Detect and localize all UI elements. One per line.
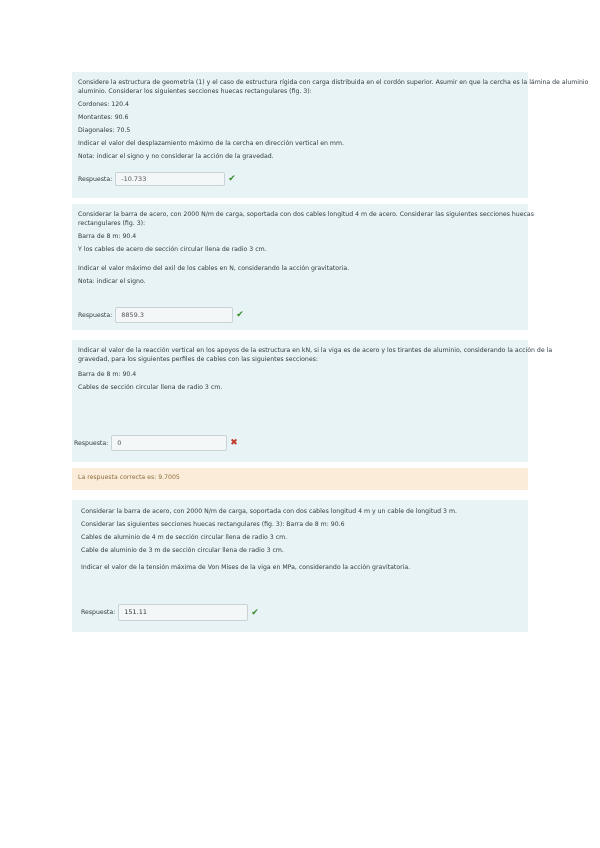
answer-input[interactable]: 151.11	[118, 604, 248, 621]
question-text: Cordones: 120.4	[78, 101, 129, 108]
question-3	[72, 340, 553, 462]
question-text: Considerar la barra de acero, con 2000 N/m de carga, soportada con dos cables longitud 4 m de acero. Considerar las siguientes secciones huecas	[78, 211, 534, 218]
question-text: Barra de 8 m: 90.4	[78, 233, 137, 240]
answer-input[interactable]: 8859.3	[115, 307, 233, 323]
answer-row	[81, 604, 259, 621]
answer-row	[78, 307, 244, 323]
cross-icon: ✖	[230, 438, 238, 448]
answer-label: Respuesta:	[74, 439, 109, 447]
question-text: Cable de aluminio de 3 m de sección circular llena de radio 3 cm.	[81, 547, 284, 554]
question-text: Nota: indicar el signo.	[78, 278, 146, 285]
question-text: Considerar la barra de acero, con 2000 N/m de carga, soportada con dos cables longitud 4 m y un cable de longitud 3 m.	[81, 508, 457, 515]
question-2	[72, 204, 534, 330]
answer-row	[74, 435, 238, 451]
question-text: Indicar el valor de la reacción vertical en los apoyos de la estructura en kN, si la viga es de acero y los tirantes de aluminio, considerando la acción de la	[78, 347, 553, 354]
check-icon: ✔	[228, 174, 236, 184]
question-text: Cables de aluminio de 4 m de sección circular llena de radio 3 cm.	[81, 534, 288, 541]
question-text: Indicar el valor máximo del axil de los cables en N, considerando la acción gravitatoria.	[78, 265, 350, 272]
question-text: rectangulares (fig. 3):	[78, 220, 146, 227]
question-text: Indicar el valor de la tensión máxima de Von Mises de la viga en MPa, considerando la acción gravitatoria.	[81, 564, 411, 571]
question-4	[72, 500, 528, 632]
answer-label: Respuesta:	[81, 609, 116, 616]
answer-label: Respuesta:	[78, 311, 113, 319]
question-text: Diagonales: 70.5	[78, 127, 131, 134]
question-text: aluminio. Considerar los siguientes secciones huecas rectangulares (fig. 3):	[78, 88, 312, 95]
check-icon: ✔	[251, 607, 259, 618]
question-text: Considerar las siguientes secciones huecas rectangulares (fig. 3): Barra de 8 m: 90.6	[81, 521, 345, 528]
answer-label: Respuesta:	[78, 175, 113, 183]
answer-row	[78, 172, 236, 186]
correct-answer-feedback: La respuesta correcta es: 9.7005	[72, 468, 528, 490]
question-text: Montantes: 90.6	[78, 114, 129, 121]
question-text: Nota: indicar el signo y no considerar la acción de la gravedad.	[78, 153, 274, 160]
check-icon: ✔	[236, 310, 244, 320]
question-1	[72, 72, 589, 198]
question-text: Indicar el valor del desplazamiento máximo de la cercha en dirección vertical en mm.	[78, 140, 344, 147]
question-text: Y los cables de acero de sección circular llena de radio 3 cm.	[78, 246, 267, 253]
answer-input[interactable]: 0	[111, 435, 227, 451]
answer-input[interactable]: -10.733	[115, 172, 225, 186]
question-text: gravedad, para los siguientes perfiles de cables con las siguientes secciones:	[78, 356, 318, 363]
question-text: Cables de sección circular llena de radio 3 cm.	[78, 384, 223, 391]
question-text: Considere la estructura de geometría (1) y el caso de estructura rígida con carga distribuida en el cordón superior. Asumir en que la cercha es la lámina de aluminio	[78, 79, 589, 86]
question-text: Barra de 8 m: 90.4	[78, 371, 137, 378]
